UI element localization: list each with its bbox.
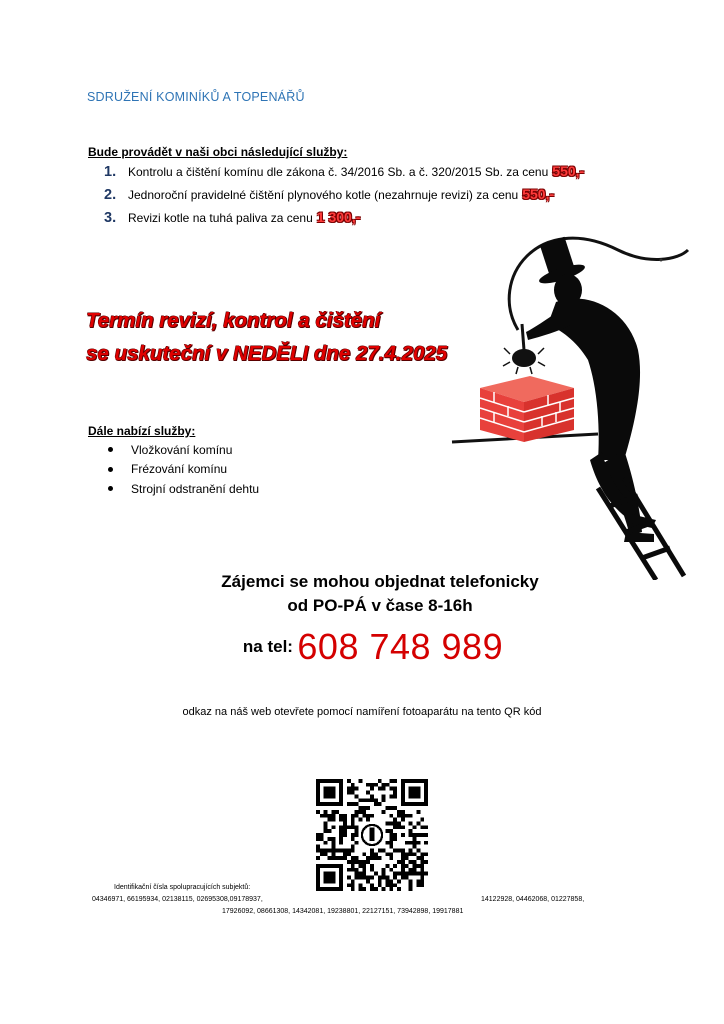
service-price: 1 300,-: [316, 209, 361, 225]
brick-chimney: [480, 376, 574, 442]
bullet-icon: [108, 467, 113, 472]
list-item: [104, 186, 584, 209]
phone-row: [0, 626, 724, 668]
bullet-icon: [108, 447, 113, 452]
extra-services-list: [108, 440, 259, 499]
services-title: Bude provádět v naši obci následující služby:: [88, 145, 348, 159]
extra-service-text: Vložkování komínu: [131, 442, 233, 457]
list-item: [108, 460, 259, 480]
phone-prefix: na tel:: [242, 637, 293, 656]
identification-line-2: 14122928, 04462068, 01227858,: [481, 896, 585, 903]
qr-note: odkaz na náš web otevřete pomocí namíření fotoaparátu na tento QR kód: [182, 706, 542, 718]
order-info: [0, 570, 724, 618]
term-announcement: [86, 304, 447, 370]
term-line-1: Termín revizí, kontrol a čištění: [86, 309, 381, 332]
service-number: 1.: [104, 164, 117, 180]
identification-line-3: 17926092, 08661308, 14342081, 19238801, 22127151, 73942898, 19917881: [222, 908, 464, 915]
bullet-icon: [108, 486, 113, 491]
service-text: Revizi kotle na tuhá paliva za cenu: [128, 211, 313, 225]
service-number: 3.: [104, 210, 117, 226]
extra-service-text: Strojní odstranění dehtu: [131, 481, 260, 496]
identification-label: Identifikační čísla spolupracujících subjektů:: [114, 884, 251, 891]
service-price: 550,-: [522, 186, 555, 202]
list-item: [104, 163, 584, 186]
service-number: 2.: [104, 187, 117, 203]
chimney-sweep-illustration-icon: [448, 220, 724, 580]
list-item: [108, 479, 259, 499]
phone-number[interactable]: 608 748 989: [297, 626, 504, 667]
identification-line-1: 04346971, 66195934, 02138115, 02695308,09178937,: [92, 896, 263, 903]
organization-name: SDRUŽENÍ KOMINÍKŮ A TOPENÁŘŮ: [87, 90, 305, 104]
extra-services-title: Dále nabízí služby:: [88, 424, 196, 438]
list-item: [108, 440, 259, 460]
service-text: Jednoroční pravidelné čištění plynového kotle (nezahrnuje revizi) za cenu: [128, 188, 519, 202]
order-line-1: Zájemci se mohou objednat telefonicky: [221, 572, 539, 591]
extra-service-text: Frézování komínu: [131, 462, 228, 477]
order-line-2: od PO-PÁ v čase 8-16h: [287, 596, 473, 615]
qr-code-icon[interactable]: [316, 779, 428, 891]
service-price: 550,-: [552, 163, 585, 179]
term-line-2: se uskuteční v NEDĚLI dne 27.4.2025: [86, 342, 448, 365]
service-text: Kontrolu a čištění komínu dle zákona č. 34/2016 Sb. a č. 320/2015 Sb. za cenu: [128, 165, 549, 179]
